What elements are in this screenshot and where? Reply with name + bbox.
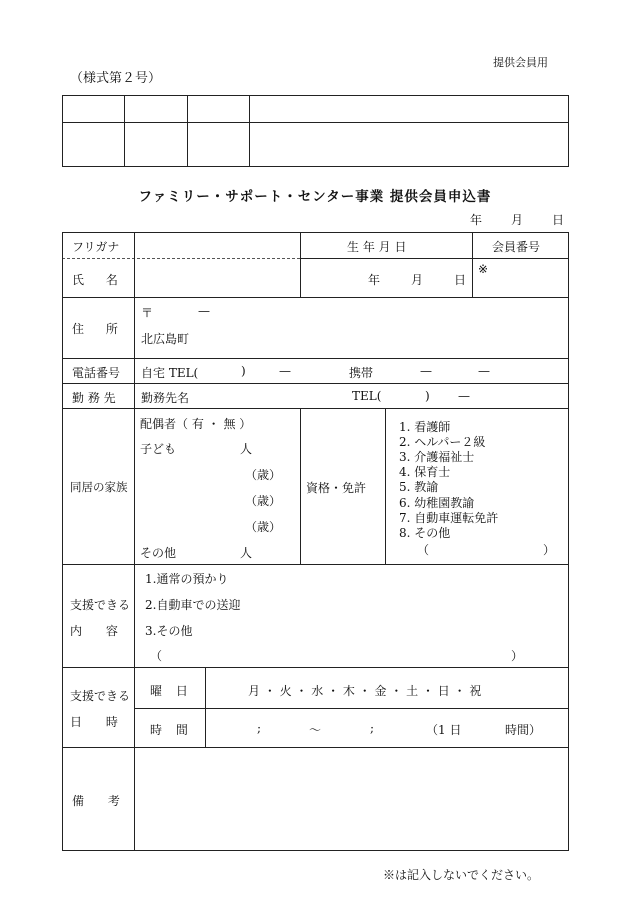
date-month: 月 <box>511 213 524 227</box>
phone-label: 電話番号 <box>72 366 121 380</box>
home-tel-dash: — <box>279 364 291 378</box>
name-field[interactable] <box>140 262 296 294</box>
qual-other-open: （ <box>417 543 430 557</box>
usage-label: 提供会員用 <box>493 56 548 69</box>
time-label: 時 間 <box>150 723 188 737</box>
time-colon-start: ; <box>257 721 262 735</box>
remarks-field[interactable] <box>140 752 564 846</box>
qual-item-6: 6. 幼稚園教諭 <box>399 496 475 510</box>
time-colon-end: ; <box>370 721 375 735</box>
child-age-2: （歳） <box>245 494 282 508</box>
remarks-label: 備 考 <box>72 794 120 808</box>
furigana-label: フリガナ <box>72 240 120 254</box>
qual-item-7: 7. 自動車運転免許 <box>399 511 499 525</box>
date-year: 年 <box>470 213 483 227</box>
furigana-field[interactable] <box>140 236 296 256</box>
qual-item-2: 2. ヘルパー２級 <box>399 435 486 449</box>
name-label: 氏 名 <box>72 273 118 287</box>
postal-mark: 〒 <box>141 306 154 320</box>
form-number: （様式第２号） <box>70 71 162 86</box>
work-tel-close: ) <box>425 389 430 403</box>
other-family-label: その他 <box>140 546 177 560</box>
birth-day: 日 <box>454 273 467 287</box>
other-family-unit: 人 <box>240 546 253 560</box>
workplace-name-label: 勤務先名 <box>141 391 190 405</box>
mobile-dash-1: — <box>420 364 432 378</box>
qual-item-1: 1. 看護師 <box>399 420 451 434</box>
per-day-label: （1 日 <box>426 723 462 737</box>
mobile-dash-2: — <box>478 364 490 378</box>
qual-other-close: ） <box>543 543 556 557</box>
qual-item-8: 8. その他 <box>399 526 451 540</box>
birth-year: 年 <box>368 273 381 287</box>
time-tilde: ～ <box>309 723 322 737</box>
home-tel-label: 自宅 TEL( <box>141 366 199 380</box>
mobile-label: 携帯 <box>349 366 374 380</box>
qual-item-5: 5. 教諭 <box>399 480 439 494</box>
page-title: ファミリー・サポート・センター事業 提供会員申込書 <box>138 189 492 205</box>
birth-month: 月 <box>411 273 424 287</box>
children-unit: 人 <box>240 442 253 456</box>
weekday-label: 曜 日 <box>150 684 188 698</box>
date-day: 日 <box>552 213 565 227</box>
support-other-close: ） <box>511 649 524 663</box>
birthdate-label: 生 年 月 日 <box>347 240 407 254</box>
support-item-2: 2.自動車での送迎 <box>145 598 241 612</box>
support-item-3: 3.その他 <box>145 624 193 638</box>
children-label: 子ども <box>140 442 177 456</box>
postal-dash: — <box>198 304 210 318</box>
qual-item-3: 3. 介護福祉士 <box>399 450 475 464</box>
child-age-1: （歳） <box>245 468 282 482</box>
address-value: 北広島町 <box>141 332 190 346</box>
work-tel-label: TEL( <box>352 389 382 403</box>
qualification-label: 資格・免許 <box>306 481 367 495</box>
support-label-line1: 支援できる <box>70 598 131 612</box>
support-other-open: （ <box>150 649 163 663</box>
work-tel-dash: — <box>458 389 470 403</box>
weekday-options: 月 ・ 火 ・ 水 ・ 木 ・ 金 ・ 土 ・ 日 ・ 祝 <box>248 684 482 698</box>
schedule-label-line1: 支援できる <box>70 689 131 703</box>
support-label-line2: 内 容 <box>70 624 118 638</box>
qual-item-4: 4. 保育士 <box>399 465 451 479</box>
home-tel-close: ) <box>241 364 246 378</box>
support-item-1: 1.通常の預かり <box>145 572 229 586</box>
spouse-line: 配偶者（ 有 ・ 無 ） <box>140 417 252 431</box>
office-use-mark: ※ <box>478 262 489 276</box>
member-number-label: 会員番号 <box>492 240 541 254</box>
workplace-label: 勤 務 先 <box>72 391 116 405</box>
address-label: 住 所 <box>72 322 118 336</box>
schedule-label-line2: 日 時 <box>70 715 118 729</box>
hours-label: 時間） <box>505 723 542 737</box>
family-label: 同居の家族 <box>70 480 128 494</box>
footer-note: ※は記入しないでください。 <box>383 868 540 882</box>
child-age-3: （歳） <box>245 520 282 534</box>
